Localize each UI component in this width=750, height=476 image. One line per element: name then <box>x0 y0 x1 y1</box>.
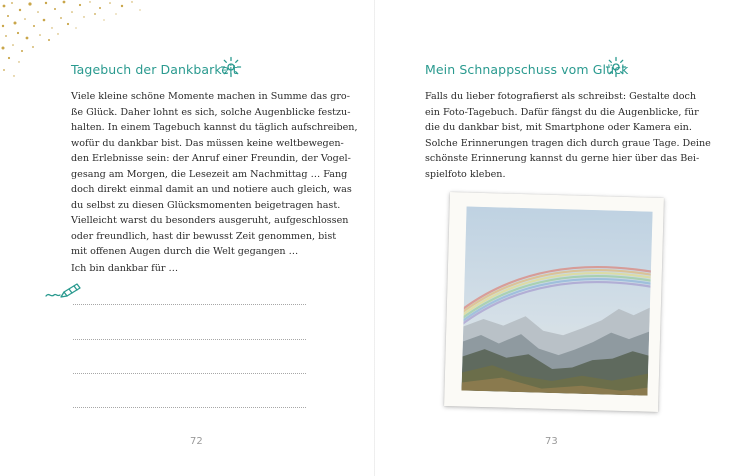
pencil-icon <box>44 281 84 301</box>
paragraph-line: mit offenen Augen durch die Welt gegangen … <box>71 246 299 257</box>
writing-line[interactable] <box>73 339 306 340</box>
paragraph-line: doch direkt einmal damit an und notiere auch gleich, was <box>71 184 352 195</box>
paragraph-line: wofür du dankbar bist. Das müssen keine weltbewegen- <box>71 137 344 149</box>
gratitude-prompt: Ich bin dankbar für … <box>71 263 179 274</box>
paragraph-line: ße Glück. Daher lohnt es sich, solche Augenblicke festzu- <box>71 106 351 118</box>
page-number: 72 <box>190 436 203 447</box>
right-page <box>375 0 750 476</box>
sun-burst-icon <box>605 56 627 78</box>
paragraph-line: den Erlebnisse sein: der Anruf einer Freundin, der Vogel- <box>71 153 351 164</box>
paragraph-line: Falls du lieber fotografierst als schreibst: Gestalte doch <box>425 91 697 102</box>
left-page-paragraph <box>71 89 358 260</box>
paragraph-line: gesang am Morgen, die Lesezeit am Nachmittag … Fang <box>71 168 348 180</box>
right-page-heading: Mein Schnappschuss vom Glück <box>425 62 629 77</box>
left-page-heading: Tagebuch der Dankbarkeit <box>71 62 238 77</box>
writing-line[interactable] <box>73 304 306 305</box>
paragraph-line: ein Foto-Tagebuch. Dafür fängst du die Augenblicke, für <box>425 106 699 118</box>
page-number: 73 <box>545 436 558 447</box>
paragraph-line: spielfoto kleben. <box>425 168 506 180</box>
paragraph-line: die du dankbar bist, mit Smartphone oder Kamera ein. <box>425 122 692 133</box>
paragraph-line: halten. In einem Tagebuch kannst du täglich aufschreiben, <box>71 122 358 133</box>
paragraph-line: Vielleicht warst du besonders ausgeruht, aufgeschlossen <box>71 215 349 226</box>
writing-line[interactable] <box>73 407 306 408</box>
sun-burst-icon <box>220 56 242 78</box>
paragraph-line: Viele kleine schöne Momente machen in Summe das gro- <box>71 91 350 102</box>
rainbow-mountain-photo <box>461 207 652 396</box>
paragraph-line: du selbst zu diesen Glücksmomenten beigetragen hast. <box>71 199 341 211</box>
paragraph-line: Solche Erinnerungen tragen dich durch graue Tage. Deine <box>425 137 711 149</box>
right-page-paragraph <box>425 89 711 182</box>
writing-line[interactable] <box>73 373 306 374</box>
paragraph-line: schönste Erinnerung kannst du gerne hier über das Bei- <box>425 153 700 164</box>
paragraph-line: oder freundlich, hast dir bewusst Zeit genommen, bist <box>71 230 337 242</box>
polaroid-photo-frame <box>444 192 664 412</box>
